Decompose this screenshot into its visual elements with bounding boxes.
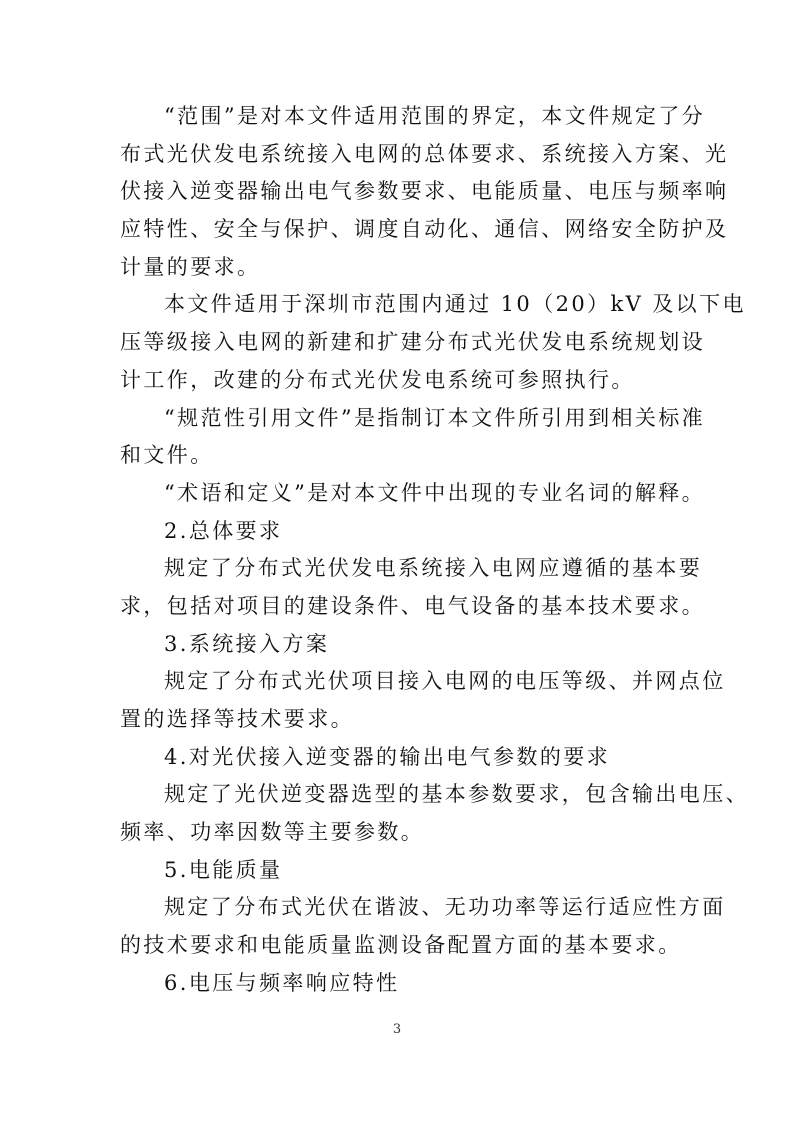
text-line: 应特性、安全与保护、调度自动化、通信、网络安全防护及 — [120, 217, 729, 242]
document-body — [120, 98, 749, 1003]
text-line: “规范性引用文件”是指制订本文件所引用到相关标准 — [164, 405, 706, 430]
section-heading: 3.系统接入方案 — [164, 631, 330, 656]
section-heading: 5.电能质量 — [164, 857, 283, 882]
text-line: “术语和定义”是对本文件中出现的专业名词的解释。 — [164, 480, 706, 505]
text-line: “范围”是对本文件适用范围的界定，本文件规定了分 — [164, 104, 706, 128]
text-line: 规定了光伏逆变器选型的基本参数要求，包含输出电压、 — [164, 782, 749, 807]
text-line: 规定了分布式光伏发电系统接入电网应遵循的基本要 — [164, 556, 703, 581]
text-line: 压等级接入电网的新建和扩建分布式光伏发电系统规划设 — [120, 330, 705, 355]
text-line: 频率、功率因数等主要参数。 — [120, 820, 425, 845]
text-line: 规定了分布式光伏在谐波、无功功率等运行适应性方面 — [164, 895, 726, 920]
text-line: 计工作，改建的分布式光伏发电系统可参照执行。 — [120, 367, 635, 392]
section-heading: 2.总体要求 — [164, 518, 283, 543]
text-line: 置的选择等技术要求。 — [120, 707, 354, 731]
text-line: 和文件。 — [120, 443, 214, 468]
text-line: 求，包括对项目的建设条件、电气设备的基本技术要求。 — [120, 593, 705, 618]
section-heading: 4.对光伏接入逆变器的输出电气参数的要求 — [164, 744, 611, 769]
text-line: 伏接入逆变器输出电气参数要求、电能质量、电压与频率响 — [120, 179, 729, 204]
page-number: 3 — [392, 1022, 402, 1037]
text-line: 本文件适用于深圳市范围内通过 10（20）kV 及以下电 — [164, 292, 746, 317]
text-line: 布式光伏发电系统接入电网的总体要求、系统接入方案、光 — [120, 141, 729, 166]
section-heading: 6.电压与频率响应特性 — [164, 970, 400, 995]
text-line: 计量的要求。 — [120, 254, 261, 279]
text-line: 的技术要求和电能质量监测设备配置方面的基本要求。 — [120, 933, 682, 958]
text-line: 规定了分布式光伏项目接入电网的电压等级、并网点位 — [164, 669, 726, 694]
